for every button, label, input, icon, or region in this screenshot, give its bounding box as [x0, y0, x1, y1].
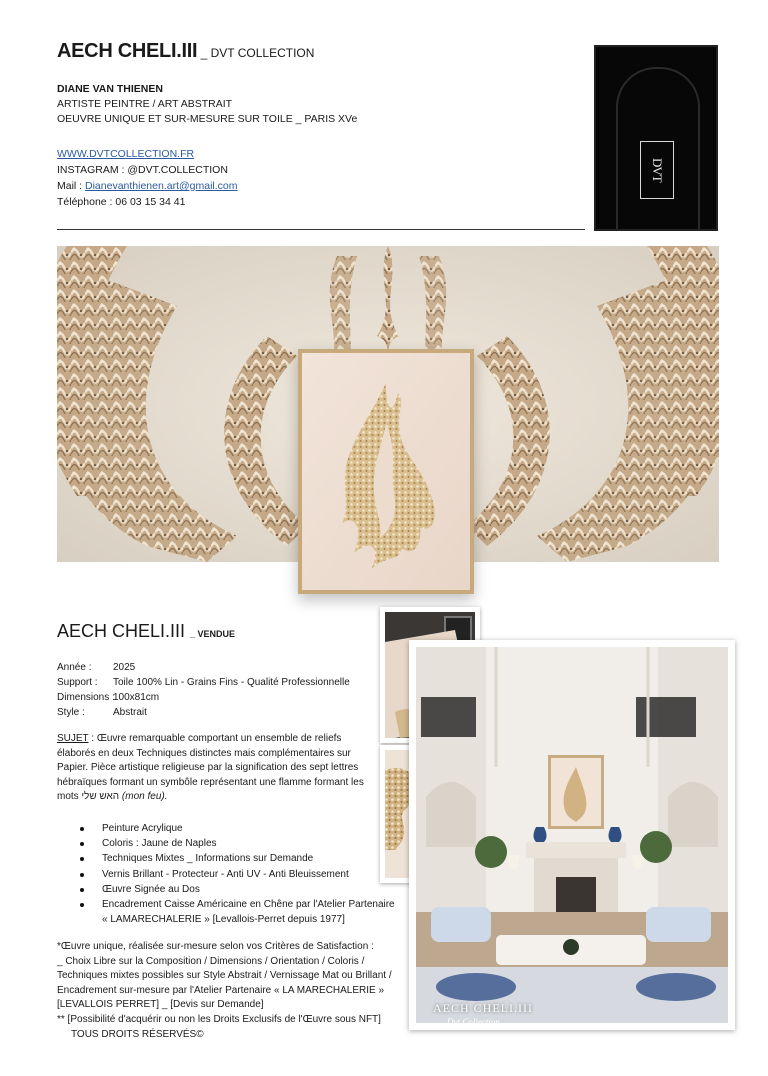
list-item: Coloris : Jaune de Naples [80, 836, 400, 851]
artwork-title [57, 621, 235, 642]
framed-artwork [298, 349, 474, 594]
header-divider [57, 229, 585, 230]
flame-artwork-illustration [302, 353, 470, 590]
logo-monogram: DVT [650, 158, 665, 182]
mail-label: Mail : [57, 180, 86, 192]
dvt-logo [594, 45, 718, 231]
custom-order-notes [57, 940, 397, 1042]
interior-mockup-photo [409, 640, 735, 1030]
spec-row-style [57, 705, 350, 720]
artist-role: ARTISTE PEINTRE / ART ABSTRAIT [57, 98, 233, 110]
instagram-handle: INSTAGRAM : @DVT.COLLECTION [57, 164, 228, 176]
artwork-name: AECH CHELI.III [57, 621, 186, 641]
contact-block [57, 146, 238, 210]
artwork-status: _ VENDUE [190, 629, 236, 639]
list-item: Encadrement Caisse Américaine en Chêne par l'Atelier Partenaire « LAMARECHALERIE » [Levallois-Perret depuis 1977] [80, 897, 400, 927]
note-intro: *Œuvre unique, réalisée sur-mesure selon vos Critères de Satisfaction : [57, 941, 374, 952]
spec-value: Abstrait [113, 707, 147, 718]
list-item: Vernis Brillant - Protecteur - Anti UV - Anti Bleuissement [80, 867, 400, 882]
interior-illustration [416, 647, 728, 1023]
logo-plate [640, 141, 674, 199]
subject-text: : Œuvre remarquable comportant un ensemble de reliefs élaborés en deux Techniques distinctes mais complémentaires sur Papier. Pièce artistique religieuse par la signification des sept lettres hébraïques formant un symbôle représentant une flamme formant les mots [57, 733, 364, 803]
spec-value: 2025 [113, 662, 136, 673]
artwork-specs [57, 660, 350, 720]
page-title [57, 40, 314, 63]
note-options: _ Choix Libre sur la Composition / Dimensions / Orientation / Coloris / Techniques mixtes possibles sur Style Abstrait / Vernissage Mat ou Brillant / Encadrement sur-mesure par l'Atelier Partenaire « LA MARECHALERIE » [LEVALLOIS PERRET] _ [Devis sur Demande] [57, 955, 392, 1011]
watermark-signature: Dvt Collection [447, 1017, 500, 1027]
spec-row-dimensions [57, 690, 350, 705]
title-main: AECH CHELI.III [57, 40, 198, 62]
feature-list [80, 821, 400, 927]
artwork-subject [57, 732, 373, 805]
spec-key: Année : [57, 662, 92, 673]
spec-key: Style : [57, 707, 85, 718]
phone-number: Téléphone : 06 03 15 34 41 [57, 196, 186, 208]
watermark-title: AECH CHELI.III [433, 1001, 533, 1015]
email-link[interactable]: Dianevanthienen.art@gmail.com [85, 180, 238, 192]
subject-hebrew: האש שלי [81, 791, 120, 803]
list-item: Œuvre Signée au Dos [80, 882, 400, 897]
artist-block [57, 82, 357, 127]
subject-translation: (mon feu). [119, 791, 168, 803]
subject-label: SUJET [57, 733, 89, 744]
artist-name: DIANE VAN THIENEN [57, 83, 163, 95]
spec-key: Support : [57, 677, 98, 688]
spec-key: Dimensions : [57, 692, 115, 703]
artist-tagline: OEUVRE UNIQUE ET SUR-MESURE SUR TOILE _ PARIS XVe [57, 113, 358, 125]
note-rights: TOUS DROITS RÉSERVÉS© [71, 1028, 204, 1040]
spec-value: 100x81cm [113, 692, 160, 703]
spec-value: Toile 100% Lin - Grains Fins - Qualité Professionnelle [113, 677, 350, 688]
spec-row-year [57, 660, 350, 675]
website-link[interactable]: WWW.DVTCOLLECTION.FR [57, 148, 195, 160]
list-item: Peinture Acrylique [80, 821, 400, 836]
note-nft: ** [Possibilité d'acquérir ou non les Droits Exclusifs de l'Œuvre sous NFT] [57, 1013, 381, 1025]
title-suffix: _ DVT COLLECTION [197, 46, 315, 60]
spec-row-support [57, 675, 350, 690]
list-item: Techniques Mixtes _ Informations sur Demande [80, 851, 400, 866]
